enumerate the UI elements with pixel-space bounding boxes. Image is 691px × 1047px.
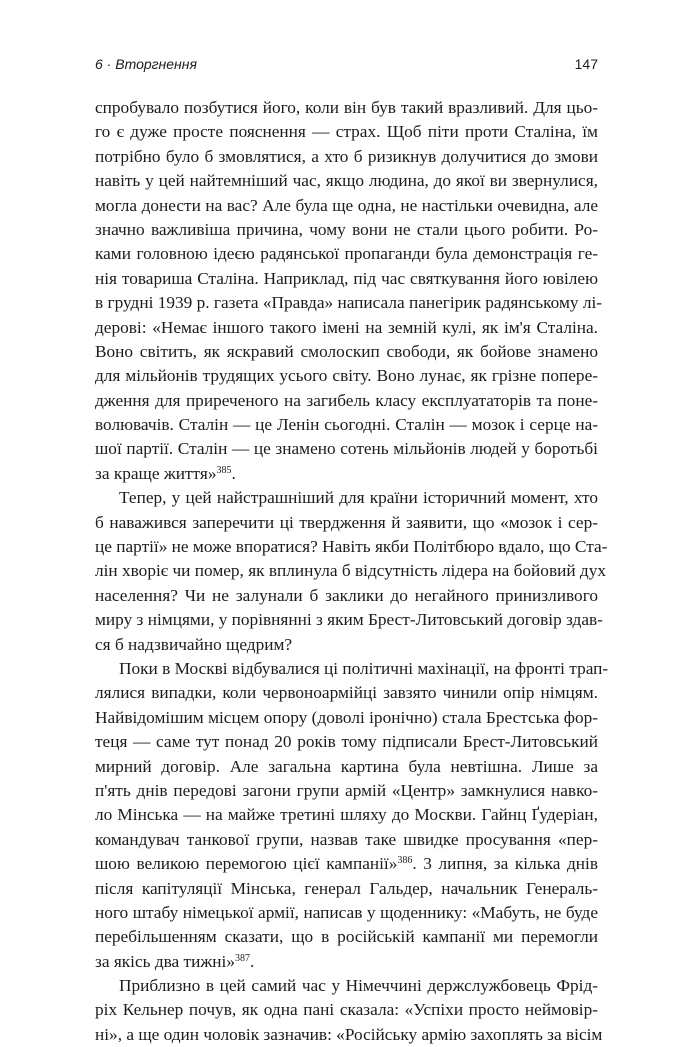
text-line: могла донести на вас? Але була ще одна, не настільки очевидна, але: [95, 195, 598, 215]
text-line: ся б надзвичайно щедрим?: [95, 634, 293, 654]
text-line: це партії» не може впоратися? Навіть якби Політбюро вдало, що Ста-: [95, 537, 608, 557]
text-line: п'ять днів передові загони групи армій «Центр» замкнулися навко-: [95, 780, 598, 800]
footnote-ref: 386: [397, 855, 413, 867]
paragraph: [95, 974, 603, 1047]
text-fragment: . 3 липня, за кілька днів: [412, 854, 598, 874]
text-line: [95, 852, 598, 876]
text-line: нія товариша Сталіна. Наприклад, під час святкування його ювілею: [95, 268, 598, 288]
text-line: ріх Кельнер почув, як одна пані сказала: «Успіхи просто неймовір-: [95, 1000, 598, 1020]
text-line: ні», а ще один чоловік зазначив: «Російську армію захоплять за вісім: [95, 1024, 603, 1044]
text-line: лін хворіє чи помер, як вплинула б відсутність лідера на бойовий дух: [95, 561, 606, 581]
text-line: миру з німцями, у порівнянні з яким Брест-Литовський договір здав-: [95, 610, 603, 630]
text-fragment: за краще життя»: [95, 463, 217, 483]
footnote-ref: 385: [216, 464, 232, 476]
text-line: го є дуже просте пояснення — страх. Щоб піти проти Сталіна, їм: [95, 122, 598, 142]
text-line: Воно світить, як яскравий смолоскип свободи, як бойове знамено: [95, 341, 598, 361]
text-line: спробувало позбутися його, коли він був такий вразливий. Для цьо-: [95, 98, 598, 117]
text-line: навіть у цей найтемніший час, якщо людина, до якої ви звернулися,: [95, 171, 598, 191]
text-line: за якісь два тижні»$^{387}$.: [95, 951, 255, 971]
text-line: ками головною ідеєю радянської пропаганди була демонстрація ге-: [95, 244, 598, 264]
text-line: населення? Чи не залунали б заклики до негайного принизливого: [95, 585, 598, 605]
text-line: Найвідомішим місцем опору (доволі іронічно) стала Брестська фор-: [95, 707, 598, 727]
text-line: волювачів. Сталін — це Ленін сьогодні. Сталін — мозок і серце на-: [95, 415, 598, 435]
text-line: Поки в Москві відбувалися ці політичні махінації, на фронті трап-: [119, 658, 609, 678]
text-line: ло Мінська — на майже третині шляху до Москви. Гайнц Ґудеріан,: [95, 805, 598, 825]
text-line: мирний договір. Але загальна картина була невтішна. Лише за: [95, 756, 598, 776]
chapter-label: 6 · Вторгнення: [95, 56, 197, 72]
text-line: ного штабу німецької армії, написав у щоденнику: «Мабуть, не буде: [95, 902, 598, 922]
text-line: після капітуляції Мінська, генерал Гальдер, начальник Генераль-: [95, 878, 598, 898]
text-line: дерові: «Немає іншого такого імені на земній кулі, як ім'я Сталіна.: [95, 317, 598, 337]
text-line: значно важливіша причина, чому вони не стали цього робити. Ро-: [95, 219, 598, 239]
text-line: Тепер, у цей найстрашніший для країни історичний момент, хто: [119, 488, 598, 508]
text-line: для мільйонів трудящих усього світу. Воно лунає, як грізне попере-: [95, 366, 598, 386]
text-line: теця — саме тут понад 20 років тому підписали Брест-Литовський: [95, 732, 598, 752]
text-line: командувач танкової групи, назвав таке швидке просування «пер-: [95, 829, 598, 849]
text-line: лялися випадки, коли червоноармійці завзято чинили опір німцям.: [95, 683, 598, 703]
text-line: в грудні 1939 р. газета «Правда» написала панегірик радянському лі-: [95, 293, 603, 313]
text-line: шої партії. Сталін — це знамено сотень мільйонів людей у боротьбі: [95, 439, 598, 459]
text-line: за краще життя»$^{385}$.: [95, 463, 236, 483]
paragraph: [95, 486, 608, 657]
text-line: Приблизно в цей самий час у Німеччині держслужбовець Фрід-: [119, 976, 598, 996]
text-fragment: шою великою перемогою цієї кампанії»: [95, 854, 398, 874]
running-head: [95, 56, 598, 78]
text-line: дження для приреченого на загибель класу експлуататорів та поне-: [95, 390, 598, 410]
body-text: [95, 96, 609, 1047]
text-line: б наважився заперечити ці твердження й заявити, що «мозок і сер-: [95, 512, 598, 532]
paragraph: [95, 657, 609, 974]
text-line: потрібно було б змовлятися, а хто б ризикнув долучитися до змови: [95, 146, 598, 166]
text-line: перебільшенням сказати, що в російській кампанії ми перемогли: [95, 927, 598, 947]
paragraph: [95, 96, 603, 486]
footnote-ref: 387: [234, 952, 250, 964]
page-number: 147: [574, 56, 598, 72]
text-fragment: за якісь два тижні»: [95, 951, 235, 971]
